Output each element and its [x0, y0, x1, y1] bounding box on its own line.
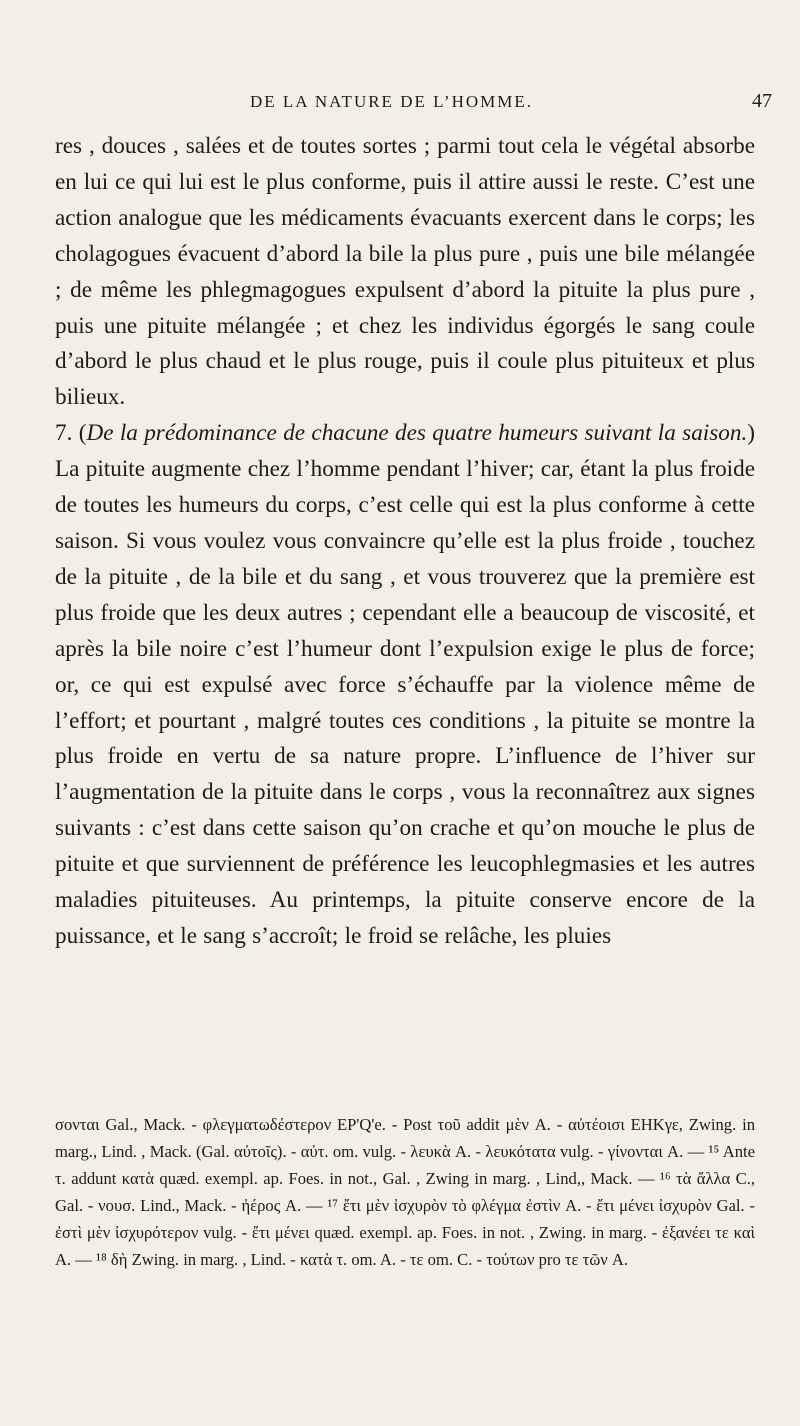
page-number: 47 [752, 90, 772, 112]
paragraph-continuation: res , douces , salées et de toutes sortes ; parmi tout cela le végétal absorbe en lui ce qui lui est le plus conforme, puis il attire aussi le reste. C’est une action analogue que les médicaments évacuants exercent dans le corps; les cholagogues évacuent d’abord la bile la plus pure , puis une bile mélangée ; de même les phlegmagogues expulsent d’abord la pituite la plus pure , puis une pituite mélangée ; et chez les individus égorgés le sang coule d’abord le plus chaud et le plus rouge, puis il coule plus pituiteux et plus bilieux. [55, 133, 755, 411]
footnote-text: σονται Gal., Mack. - φλεγματωδέστερον EP'Q'e. - Post τοῦ addit μὲν A. - αὐτέοισι EHKγε, Zwing. in marg., Lind. , Mack. (Gal. αὐτοῖς). - αὐτ. om. vulg. - λευκὰ A. - λευκότατα vulg. - γίνονται A. — ¹⁵ Ante τ. addunt κατὰ quæd. exempl. ap. Foes. in not., Gal. , Zwing in marg. , Lind,, Mack. — ¹⁶ τὰ ἄλλα C., Gal. - νουσ. Lind., Mack. - ἠέρος A. — ¹⁷ ἔτι μὲν ἰσχυρὸν τὸ φλέγμα ἐστὶν A. - ἔτι μένει ἰσχυρὸν Gal. - ἐστὶ μὲν ἰσχυρότερον vulg. - ἔτι μένει quæd. exempl. ap. Foes. in not. , Zwing. in marg. - ἐξανέει τε καὶ A. — ¹⁸ δὴ Zwing. in marg. , Lind. - κατὰ τ. om. A. - τε om. C. - τούτων pro τε τῶν A. [55, 1115, 755, 1269]
page-header [0, 92, 800, 122]
paragraph-section-7 [55, 416, 755, 955]
section-title-paren: ) [747, 420, 755, 447]
section-title: De la prédominance de chacune des quatre humeurs suivant la saison. [86, 420, 748, 447]
section-body: La pituite augmente chez l’homme pendant l’hiver; car, étant la plus froide de toutes les humeurs du corps, c’est celle qui est la plus conforme à cette saison. Si vous voulez vous convaincre qu’elle est la plus froide , touchez de la pituite , de la bile et du sang , et vous trouverez que la première est plus froide que les deux autres ; cependant elle a beaucoup de viscosité, et après la bile noire c’est l’humeur dont l’expulsion exige le plus de force; or, ce qui est expulsé avec force s’échauffe par la violence même de l’effort; et pourtant , malgré toutes ces conditions , la pituite se montre la plus froide en vertu de sa nature propre. L’influence de l’hiver sur l’augmentation de la pituite dans le corps , vous la reconnaîtrez aux signes suivants : c’est dans cette saison qu’on crache et qu’on mouche le plus de pituite et que surviennent de préférence les leucophlegmasies et les autres maladies pituiteuses. Au printemps, la pituite conserve encore de la puissance, et le sang s’accroît; le froid se relâche, les pluies [55, 456, 755, 949]
section-number: 7. ( [55, 420, 87, 447]
footnotes [55, 1112, 755, 1273]
running-head: DE LA NATURE DE L’HOMME. [250, 92, 534, 111]
main-text [55, 129, 755, 955]
